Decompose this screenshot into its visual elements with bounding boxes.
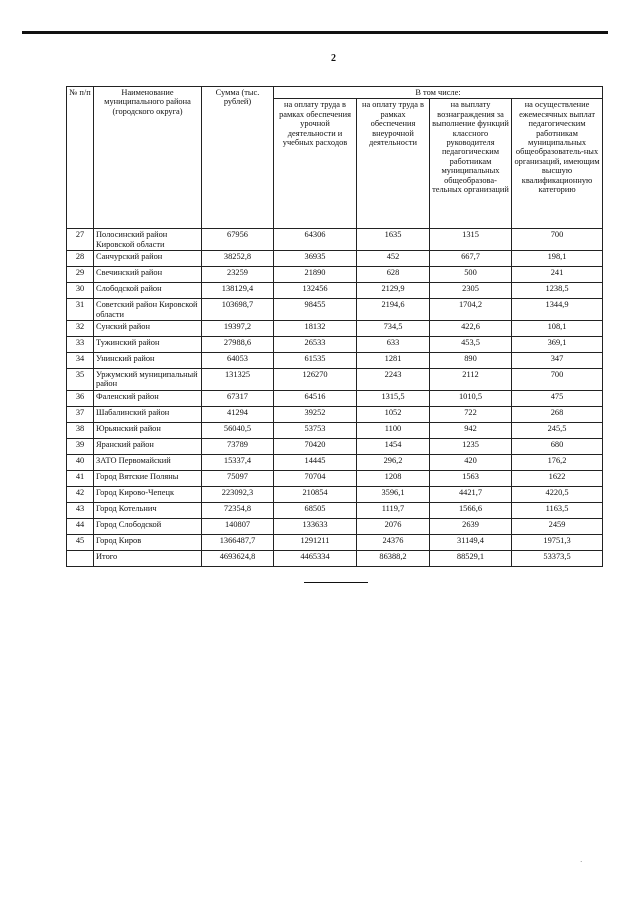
table-row [67,369,603,391]
cell-num: 35 [67,369,94,391]
cell-c1: 18132 [274,321,357,337]
cell-sum: 103698,7 [202,299,274,321]
header-num: № п/п [67,87,94,229]
header-sub-4: на осуществление ежемесячных выплат педагогическим работникам муниципальных общеобразователь-ных организаций, имеющим высшую квалификационную категорию [512,99,603,229]
cell-name: Яранский район [94,438,202,454]
header-sub-2: на оплату труда в рамках обеспечения внеурочной деятельности [357,99,430,229]
cell-sum: 223092,3 [202,486,274,502]
cell-c4: 1163,5 [512,502,603,518]
cell-name: Город Вятские Поляны [94,470,202,486]
table-row [67,299,603,321]
cell-c2: 452 [357,251,430,267]
table-row [67,518,603,534]
cell-c4: 369,1 [512,337,603,353]
cell-sum: 138129,4 [202,283,274,299]
cell-c3: 722 [430,406,512,422]
cell-c1: 21890 [274,267,357,283]
cell-c4: 347 [512,353,603,369]
cell-c2: 3596,1 [357,486,430,502]
cell-c2: 1208 [357,470,430,486]
cell-c4: 108,1 [512,321,603,337]
cell-num: 42 [67,486,94,502]
cell-c4: 176,2 [512,454,603,470]
top-rule [22,31,608,34]
cell-name: Слободской район [94,283,202,299]
cell-c3: 942 [430,422,512,438]
cell-c2: 633 [357,337,430,353]
cell-c1: 70704 [274,470,357,486]
table-row [67,337,603,353]
header-name: Наименование муниципального района (городского округа) [94,87,202,229]
page-number: 2 [331,53,336,64]
cell-c3: 1010,5 [430,390,512,406]
cell-sum: 23259 [202,267,274,283]
cell-c3: 88529,1 [430,550,512,566]
cell-name: Итого [94,550,202,566]
table-row [67,534,603,550]
cell-name: Фаленский район [94,390,202,406]
cell-c2: 1119,7 [357,502,430,518]
cell-num: 37 [67,406,94,422]
cell-num: 39 [67,438,94,454]
cell-num [67,550,94,566]
cell-num: 41 [67,470,94,486]
cell-c1: 39252 [274,406,357,422]
cell-c2: 1052 [357,406,430,422]
cell-c3: 2112 [430,369,512,391]
table-row [67,353,603,369]
table-row [67,390,603,406]
table-row [67,229,603,251]
cell-c4: 680 [512,438,603,454]
cell-c2: 86388,2 [357,550,430,566]
table-row [67,321,603,337]
cell-c4: 241 [512,267,603,283]
cell-name: Советский район Кировской области [94,299,202,321]
cell-name: Юрьянский район [94,422,202,438]
cell-sum: 72354,8 [202,502,274,518]
cell-sum: 41294 [202,406,274,422]
cell-name: Город Слободской [94,518,202,534]
cell-sum: 67956 [202,229,274,251]
table-row [67,438,603,454]
cell-c4: 1344,9 [512,299,603,321]
cell-num: 45 [67,534,94,550]
cell-c2: 24376 [357,534,430,550]
cell-c4: 19751,3 [512,534,603,550]
cell-num: 29 [67,267,94,283]
cell-c3: 2305 [430,283,512,299]
table-row [67,470,603,486]
header-sub-1: на оплату труда в рамках обеспечения урочной деятельности и учебных расходов [274,99,357,229]
cell-c2: 2129,9 [357,283,430,299]
cell-name: Сунский район [94,321,202,337]
cell-sum: 67317 [202,390,274,406]
cell-c3: 1235 [430,438,512,454]
header-sum: Сумма (тыс. рублей) [202,87,274,229]
cell-sum: 73789 [202,438,274,454]
cell-c1: 53753 [274,422,357,438]
cell-num: 44 [67,518,94,534]
table-row [67,251,603,267]
cell-num: 43 [67,502,94,518]
cell-name: Свечинский район [94,267,202,283]
cell-name: Тужинский район [94,337,202,353]
cell-sum: 56040,5 [202,422,274,438]
header-sub-3: на выплату вознаграждения за выполнение функций классного руководителя педагогическим работникам муниципальных общеобразова-тельных организаций [430,99,512,229]
cell-c1: 36935 [274,251,357,267]
header-including: В том числе: [274,87,603,99]
cell-c3: 1563 [430,470,512,486]
cell-c2: 1315,5 [357,390,430,406]
table-row [67,454,603,470]
scan-speck: · [580,858,583,866]
cell-c3: 4421,7 [430,486,512,502]
cell-c2: 734,5 [357,321,430,337]
cell-num: 36 [67,390,94,406]
cell-c4: 268 [512,406,603,422]
cell-c1: 70420 [274,438,357,454]
cell-name: Санчурский район [94,251,202,267]
cell-num: 40 [67,454,94,470]
cell-c3: 1704,2 [430,299,512,321]
budget-table [66,86,603,567]
cell-c1: 133633 [274,518,357,534]
cell-c3: 1566,6 [430,502,512,518]
cell-num: 34 [67,353,94,369]
cell-name: ЗАТО Первомайский [94,454,202,470]
table-body [67,229,603,566]
cell-name: Уржумский муниципальный район [94,369,202,391]
bottom-rule [304,582,368,583]
cell-c1: 64516 [274,390,357,406]
cell-sum: 15337,4 [202,454,274,470]
cell-c1: 132456 [274,283,357,299]
cell-c4: 475 [512,390,603,406]
table-row [67,502,603,518]
cell-c4: 1622 [512,470,603,486]
cell-c1: 61535 [274,353,357,369]
cell-c2: 1100 [357,422,430,438]
cell-c3: 422,6 [430,321,512,337]
cell-sum: 19397,2 [202,321,274,337]
cell-c3: 2639 [430,518,512,534]
cell-c3: 890 [430,353,512,369]
cell-c2: 1281 [357,353,430,369]
cell-c4: 53373,5 [512,550,603,566]
cell-sum: 75097 [202,470,274,486]
cell-c2: 2076 [357,518,430,534]
cell-c4: 2459 [512,518,603,534]
cell-c1: 14445 [274,454,357,470]
cell-c4: 245,5 [512,422,603,438]
cell-c1: 210854 [274,486,357,502]
cell-c2: 296,2 [357,454,430,470]
cell-c4: 700 [512,369,603,391]
table-row [67,486,603,502]
cell-name: Город Киров [94,534,202,550]
cell-num: 31 [67,299,94,321]
cell-c2: 1454 [357,438,430,454]
cell-name: Шабалинский район [94,406,202,422]
cell-c2: 628 [357,267,430,283]
cell-num: 33 [67,337,94,353]
cell-sum: 64053 [202,353,274,369]
cell-c4: 4220,5 [512,486,603,502]
cell-num: 28 [67,251,94,267]
cell-sum: 140807 [202,518,274,534]
cell-c3: 500 [430,267,512,283]
cell-name: Полосинский район Кировской области [94,229,202,251]
cell-c1: 4465334 [274,550,357,566]
cell-c2: 2243 [357,369,430,391]
table-row [67,406,603,422]
table-row [67,550,603,566]
cell-name: Унинский район [94,353,202,369]
cell-c4: 700 [512,229,603,251]
table-row [67,283,603,299]
cell-c1: 68505 [274,502,357,518]
cell-c3: 31149,4 [430,534,512,550]
cell-c1: 1291211 [274,534,357,550]
cell-c3: 453,5 [430,337,512,353]
cell-c4: 198,1 [512,251,603,267]
cell-c2: 1635 [357,229,430,251]
cell-sum: 4693624,8 [202,550,274,566]
cell-c3: 1315 [430,229,512,251]
cell-num: 38 [67,422,94,438]
cell-c1: 98455 [274,299,357,321]
cell-c1: 26533 [274,337,357,353]
cell-num: 30 [67,283,94,299]
cell-c3: 667,7 [430,251,512,267]
cell-num: 27 [67,229,94,251]
cell-c3: 420 [430,454,512,470]
cell-c4: 1238,5 [512,283,603,299]
cell-c2: 2194,6 [357,299,430,321]
cell-sum: 131325 [202,369,274,391]
table-row [67,422,603,438]
cell-sum: 27988,6 [202,337,274,353]
cell-sum: 38252,8 [202,251,274,267]
cell-name: Город Кирово-Чепецк [94,486,202,502]
table-row [67,267,603,283]
cell-c1: 126270 [274,369,357,391]
cell-c1: 64306 [274,229,357,251]
cell-name: Город Котельнич [94,502,202,518]
cell-num: 32 [67,321,94,337]
cell-sum: 1366487,7 [202,534,274,550]
